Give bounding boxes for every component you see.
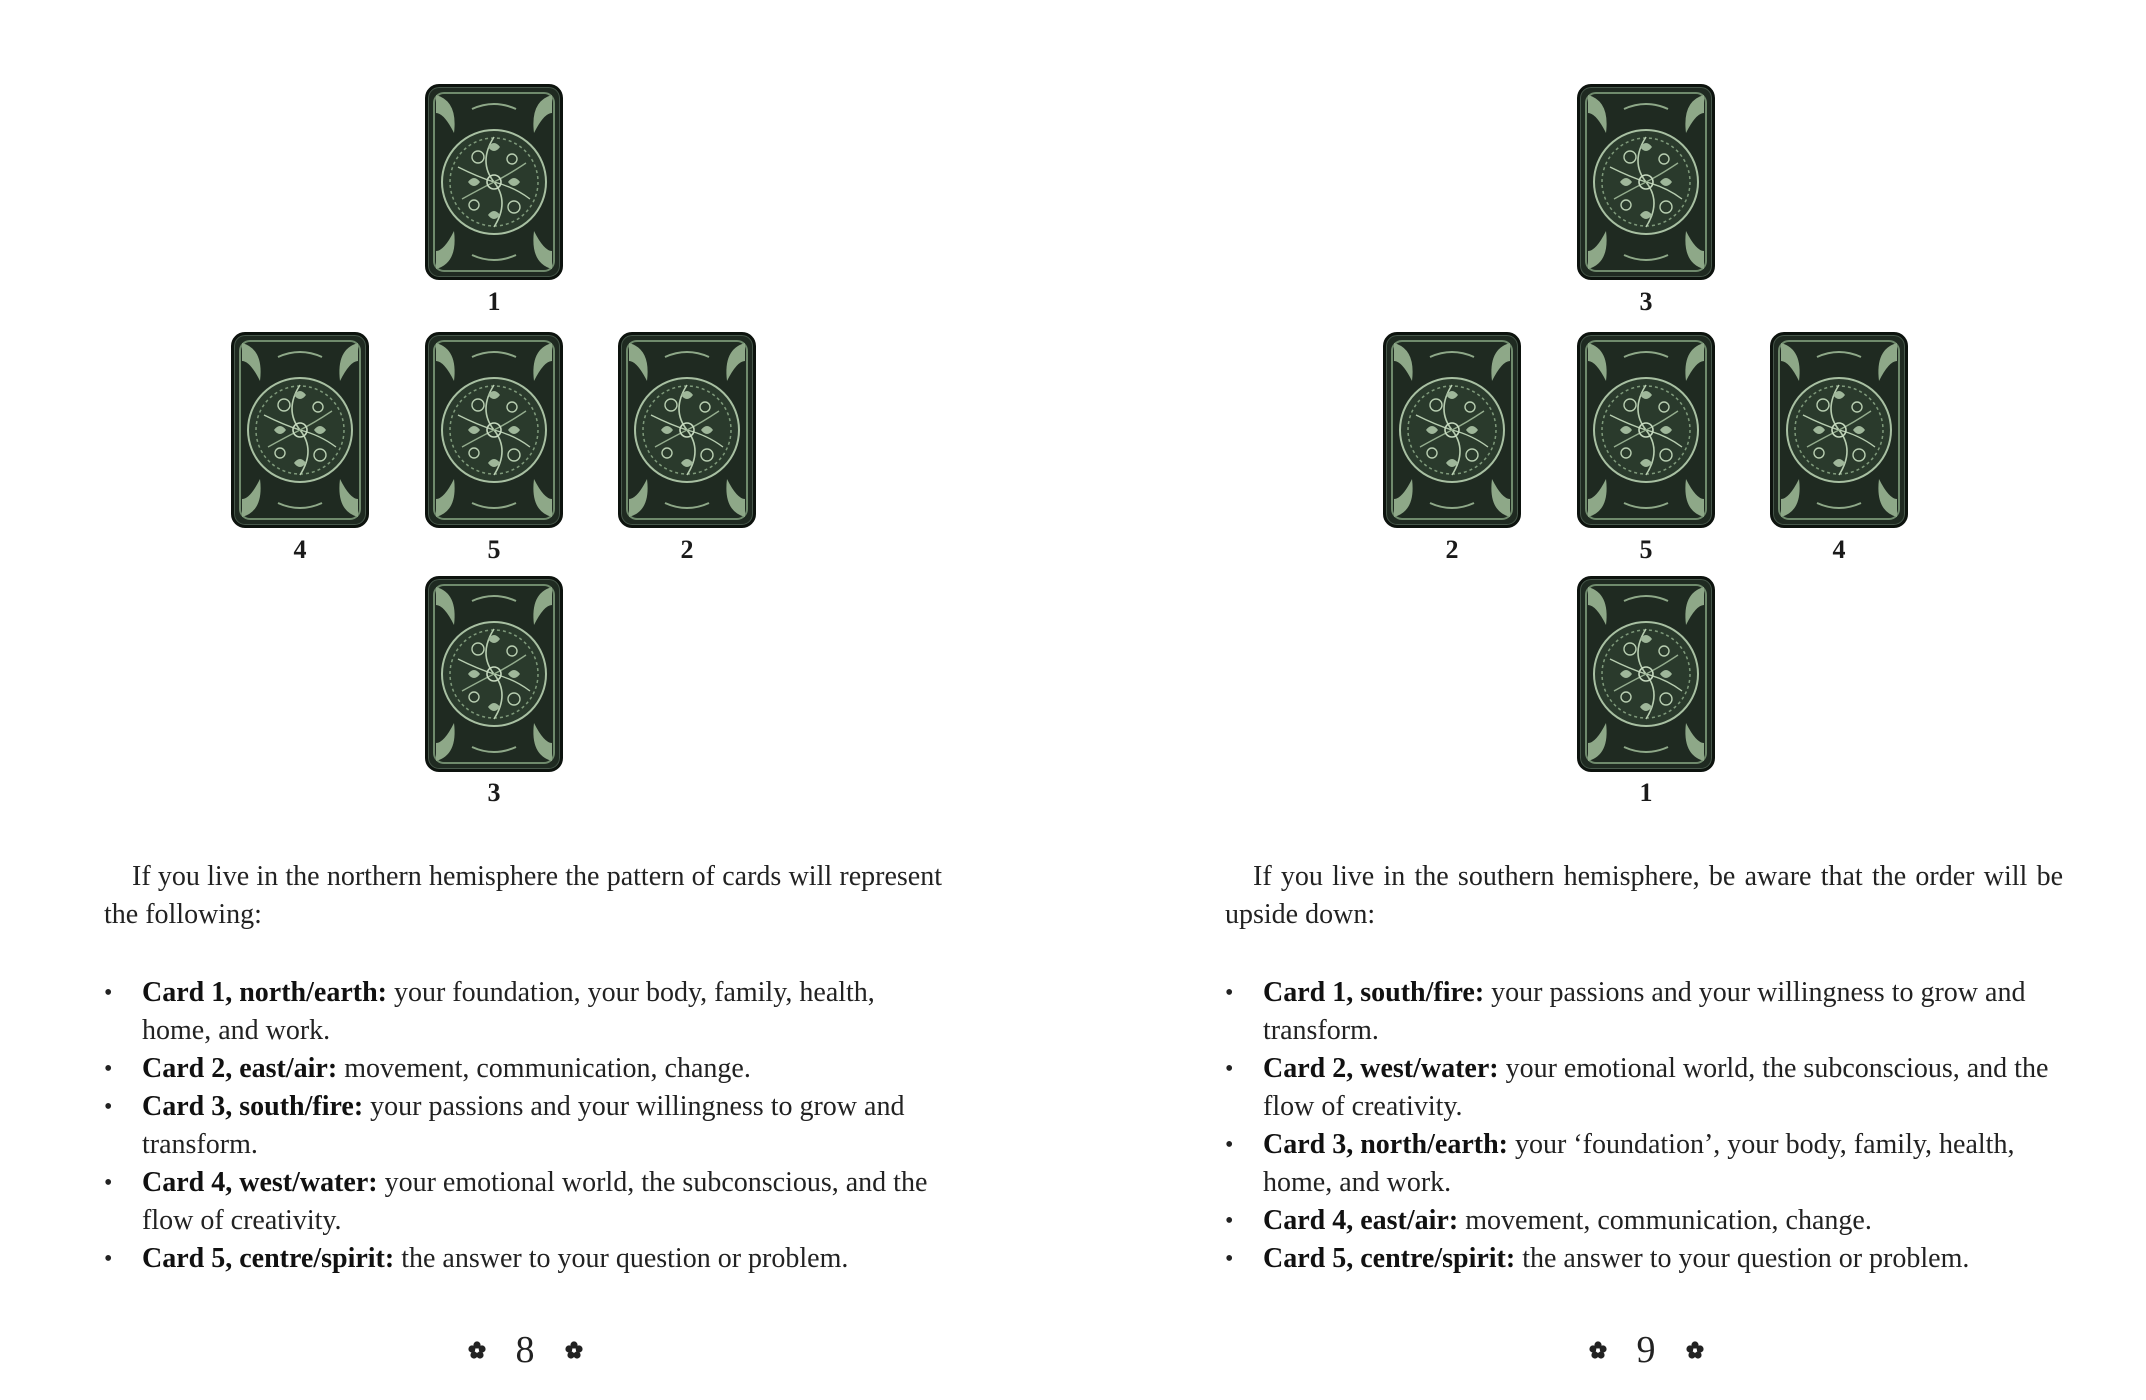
floral-card-back-icon xyxy=(1773,335,1905,525)
list-item-term: Card 4, west/water: xyxy=(142,1167,378,1198)
list-item-text: your emotional world, the subconscious, and the flow of creativity. xyxy=(1263,1053,2049,1122)
floral-card-back-icon xyxy=(428,335,560,525)
list-item-text: your passions and your willingness to grow and transform. xyxy=(1263,977,2026,1046)
floral-card-back-icon xyxy=(1580,87,1712,277)
card-left xyxy=(231,332,369,528)
card-bottom xyxy=(425,576,563,772)
card-center xyxy=(425,332,563,528)
list-item-text: movement, communication, change. xyxy=(337,1053,751,1084)
list-item xyxy=(104,1240,942,1278)
floral-card-back-icon xyxy=(1580,335,1712,525)
card-left xyxy=(1383,332,1521,528)
list-item xyxy=(1225,1240,2063,1278)
flower-icon xyxy=(565,1341,583,1359)
list-item xyxy=(1225,974,2063,1050)
list-item-term: Card 2, west/water: xyxy=(1263,1053,1499,1084)
list-item-term: Card 3, south/fire: xyxy=(142,1091,364,1122)
list-item-term: Card 5, centre/spirit: xyxy=(142,1243,395,1274)
list-item-text: your ‘foundation’, your body, family, health, home, and work. xyxy=(1263,1129,2015,1198)
card-top xyxy=(1577,84,1715,280)
page-right xyxy=(1073,0,2146,1400)
list-item xyxy=(1225,1050,2063,1126)
intro-paragraph: If you live in the southern hemisphere, be aware that the order will be upside down: xyxy=(1225,861,2063,930)
list-item-term: Card 4, east/air: xyxy=(1263,1205,1459,1236)
page-number: 9 xyxy=(1636,1329,1656,1371)
card-right xyxy=(618,332,756,528)
card-number-bottom: 3 xyxy=(487,778,501,807)
list-item xyxy=(104,1088,942,1164)
floral-card-back-icon xyxy=(1386,335,1518,525)
floral-card-back-icon xyxy=(1580,579,1712,769)
list-item xyxy=(104,1050,942,1088)
list-item xyxy=(1225,1202,2063,1240)
card-meaning-list xyxy=(1225,974,2063,1278)
list-item-term: Card 2, east/air: xyxy=(142,1053,338,1084)
card-number-top: 1 xyxy=(487,287,501,316)
card-number-center: 5 xyxy=(1639,535,1653,564)
card-top xyxy=(425,84,563,280)
card-bottom xyxy=(1577,576,1715,772)
card-number-right: 2 xyxy=(680,535,694,564)
flower-icon xyxy=(468,1341,486,1359)
page-number-footer xyxy=(425,1330,625,1370)
list-item-text: movement, communication, change. xyxy=(1458,1205,1872,1236)
card-center xyxy=(1577,332,1715,528)
list-item-text: your passions and your willingness to grow and transform. xyxy=(142,1091,905,1160)
list-item-term: Card 3, north/earth: xyxy=(1263,1129,1508,1160)
card-meaning-list xyxy=(104,974,942,1278)
list-item xyxy=(104,1164,942,1240)
list-item xyxy=(104,974,942,1050)
list-item-term: Card 1, south/fire: xyxy=(1263,977,1485,1008)
list-item-text: your emotional world, the subconscious, and the flow of creativity. xyxy=(142,1167,928,1236)
list-item-term: Card 1, north/earth: xyxy=(142,977,387,1008)
card-number-right: 4 xyxy=(1832,535,1846,564)
card-number-center: 5 xyxy=(487,535,501,564)
card-number-top: 3 xyxy=(1639,287,1653,316)
list-item xyxy=(1225,1126,2063,1202)
card-number-left: 4 xyxy=(293,535,307,564)
page-number: 8 xyxy=(515,1329,535,1371)
floral-card-back-icon xyxy=(234,335,366,525)
list-item-text: the answer to your question or problem. xyxy=(1515,1243,1970,1274)
floral-card-back-icon xyxy=(428,87,560,277)
floral-card-back-icon xyxy=(621,335,753,525)
card-number-bottom: 1 xyxy=(1639,778,1653,807)
list-item-term: Card 5, centre/spirit: xyxy=(1263,1243,1516,1274)
list-item-text: your foundation, your body, family, health, home, and work. xyxy=(142,977,875,1046)
floral-card-back-icon xyxy=(428,579,560,769)
flower-icon xyxy=(1686,1341,1704,1359)
page-number-footer xyxy=(1546,1330,1746,1370)
intro-paragraph: If you live in the northern hemisphere the pattern of cards will represent the following: xyxy=(104,861,942,930)
list-item-text: the answer to your question or problem. xyxy=(394,1243,849,1274)
card-right xyxy=(1770,332,1908,528)
card-number-left: 2 xyxy=(1445,535,1459,564)
flower-icon xyxy=(1589,1341,1607,1359)
